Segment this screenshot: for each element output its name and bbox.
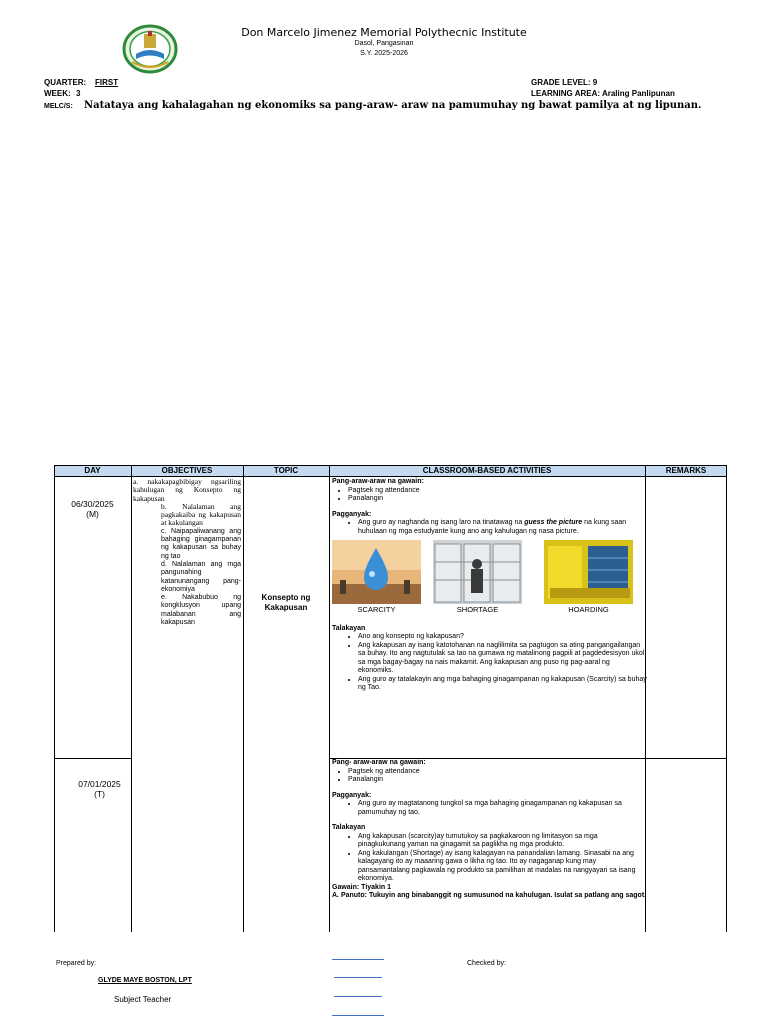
objectives-list [133,478,241,627]
quarter-label: QUARTER: [44,78,87,87]
preparer-name: GLYDE MAYE BOSTON, LPT [98,977,192,984]
week-label: WEEK: [44,89,71,98]
day2-discussion-item: • Ang kakulangan (Shortage) ay isang kalagayan na panandalian lamang. Sinasabi na ang kalagayang ito ay maaaring gawa o likha ng tao. Ito ay nagaganap kung may pansamantalang pagkawala ng produkto sa pamilihan at madalas na nangyayari sa isang ekonomiya. [358,850,647,884]
water-drop-icon [332,540,421,604]
day2-motivation-title: Pagganyak: [332,791,372,799]
quarter-value: FIRST [95,78,119,87]
caption-scarcity: SCARCITY [357,605,396,614]
learning-area: LEARNING AREA: Araling Panlipunan [531,89,675,98]
day1-weekday: (M) [86,509,99,519]
day1-discussion-item: • Ano ang konsepto ng kakapusan? [358,633,647,642]
header-topic: TOPIC [273,466,299,475]
day2-routine-item: • Panalangin [348,776,647,785]
signature-line [334,996,382,997]
day1-routine-title: Pang-araw-araw na gawain: [332,478,424,485]
day2-motivation-item: • Ang guro ay magtatanong tungkol sa mga bahaging ginagampanan ng kakapusan sa pamumuhay ng tao. [358,800,647,817]
guess-the-picture-text: guess the picture [524,519,583,526]
day2-routine-title: Pang- araw-araw na gawain: [332,759,426,766]
scarcity-picture [332,540,421,615]
checked-by-label: Checked by: [467,960,506,967]
day1-routine-item: • Pagtsek ng attendance [348,487,647,496]
header-day: DAY [84,466,101,475]
signature-line [332,1015,384,1016]
school-name: Don Marcelo Jimenez Memorial Polythecnic Institute [241,26,527,39]
stockpile-icon [544,540,633,604]
day1-date: 06/30/2025 [71,499,114,509]
day2-cell [54,779,131,799]
hoarding-picture [544,540,633,615]
signature-line [332,959,384,960]
day1-discussion-item: • Ang guro ay tatalakayin ang mga bahaging ginagampanan ng kakapusan (Scarcity) sa buhay ng Tao. [358,676,647,693]
grade-level: GRADE LEVEL: 9 [531,78,598,87]
day1-routine-item: • Panalangin [348,495,647,504]
signature-line [334,977,382,978]
objective-d: d. Nalalaman ang mga pangunahing katanunangang pang-ekonomiya [161,560,241,593]
day1-discussion-title: Talakayan [332,624,366,632]
empty-shelves-icon [433,540,522,604]
preparer-role: Subject Teacher [114,995,172,1004]
school-address: Dasol, Pangasinan [354,40,414,47]
caption-hoarding: HOARDING [568,605,609,614]
objective-c: c. Naipapaliwanang ang bahaging ginagampanan ng kakapusan sa buhay ng tao [161,527,241,560]
day1-activities [332,478,647,693]
lesson-plan-table [54,465,727,932]
caption-shortage: SHORTAGE [456,605,499,614]
prepared-by-label: Prepared by: [56,960,97,967]
day2-discussion-item: • Ang kakapusan (scarcity)ay tumutukoy sa pagkakaroon ng limitasyon sa mga pinagkukunang yaman na ginagamit sa paglikha ng mga produkto. [358,833,647,850]
school-year: S.Y. 2025-2026 [360,50,408,57]
day2-discussion-title: Talakayan [332,824,366,831]
day2-activity-title: Gawain: Tiyakin 1 [332,883,392,891]
objective-b: b. Nalalaman ang pagkakaiba ng kakapusan at kakulangan [161,501,241,528]
picture-row [332,540,647,615]
day1-motivation-item: • Ang guro ay naghanda ng isang laro na tinatawag na guess the picture na kung saan huhulaan ng mga estudyante kung ano ang kahulugan ng nasa picture. [358,519,647,536]
day2-date: 07/01/2025 [78,779,121,789]
objective-e: e. Nakabubuo ng kongklusyon upang malabanan ang kakapusan [161,594,241,627]
day2-activity-instruction: A. Panuto: Tukuyin ang binabanggit ng sumusunod na kahulugan. Isulat sa patlang ang sagot. [332,892,647,899]
topic-cell: Konsepto ng Kakapusan [261,593,311,612]
day1-cell [54,499,131,519]
day1-discussion-item: • Ang kakapusan ay isang katotohanan na naglilimita sa pagtugon sa ating pangangailangan sa buhay. Ito ang nagtutulak sa tao na gumawa ng matalinong pagpili at pagdedesisyon ukol sa mga bagay-bagay na nais makamit. Ang kakapusan ang puso ng pag-aaral ng ekonomiks. [358,642,647,676]
objective-a: a. nakakapagbibigay ngsariling kahulugan ng Konsepto ng kakapusan [133,477,241,503]
day2-weekday: (T) [94,789,105,799]
header-objectives: OBJECTIVES [161,466,213,475]
day2-activities [332,759,647,901]
header-activities: CLASSROOM-BASED ACTIVITIES [422,466,552,475]
day1-motivation-title: Pagganyak: [332,510,372,518]
header-remarks: REMARKS [665,466,707,475]
shortage-picture [433,540,522,615]
week-value: 3 [76,89,81,98]
day2-routine-item: • Pagtsek ng attendance [348,768,647,777]
melc-text: Natataya ang kahalagahan ng ekonomiks sa pang-araw- araw na pamumuhay ng bawat pamilya at ng lipunan. [84,100,702,111]
melc-label: MELC/S: [44,103,73,110]
